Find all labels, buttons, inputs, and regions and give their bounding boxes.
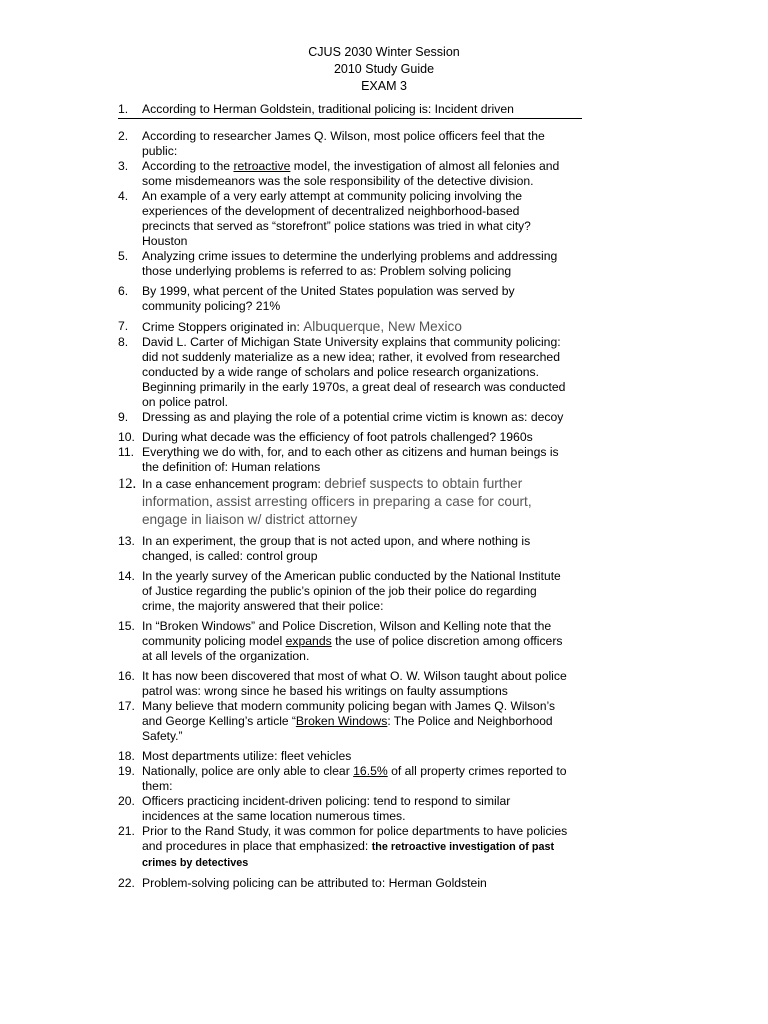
question-text: the use of police discretion among officers at all levels of the organization. [142, 634, 563, 663]
question-14 [118, 569, 568, 614]
question-number: 5. [118, 249, 129, 263]
underlined-term: Broken Windows [295, 714, 388, 728]
guide-title: 2010 Study Guide [333, 62, 435, 76]
question-number: 9. [118, 410, 129, 424]
question-11 [118, 445, 568, 475]
question-8 [118, 335, 568, 410]
question-number: 16. [118, 669, 135, 683]
exam-title: EXAM 3 [361, 79, 407, 93]
answer-text: assist arresting officers in preparing a case for court, engage in liaison w/ district attorney [142, 494, 532, 527]
question-22 [118, 876, 568, 891]
question-text: Most departments utilize: fleet vehicles [142, 749, 352, 763]
question-4 [118, 189, 568, 249]
underlined-term: 16.5% [353, 764, 388, 778]
question-18 [118, 749, 568, 764]
question-number: 7. [118, 319, 129, 333]
question-19 [118, 764, 568, 794]
question-text: By 1999, what percent of the United States population was served by community policing? 21% [142, 284, 515, 313]
question-text: Analyzing crime issues to determine the underlying problems and addressing those underlying problems is referred to as: Problem solving policing [142, 249, 558, 278]
answer-text: the retroactive investigation of past crimes by detectives [142, 841, 555, 869]
question-text: In a case enhancement program: [142, 477, 325, 491]
course-title: CJUS 2030 Winter Session [308, 45, 460, 59]
question-number: 19. [118, 764, 135, 778]
question-number: 15. [118, 619, 135, 633]
question-20 [118, 794, 568, 824]
question-text: Nationally, police are only able to clear [142, 764, 354, 778]
question-15 [118, 619, 568, 664]
question-9 [118, 410, 568, 425]
question-number: 17. [118, 699, 135, 713]
question-text: , [209, 495, 217, 509]
question-text: In the yearly survey of the American public conducted by the National [142, 569, 519, 583]
underlined-term: expands [285, 634, 332, 648]
question-21 [118, 824, 568, 871]
question-17 [118, 699, 568, 744]
question-number: 10. [118, 430, 135, 444]
question-text: of all property crimes reported to them: [142, 764, 567, 793]
question-text: In “Broken Windows” and Police Discretion, Wilson and Kelling note that the community policing model [142, 619, 552, 648]
question-12 [118, 475, 568, 529]
question-3 [118, 159, 568, 189]
question-text: Institute of Justice regarding the public’s opinion of the job their police do regarding crime, the majority answered that their police: [142, 569, 561, 613]
underlined-term: retroactive [233, 159, 291, 173]
question-text: precincts that served as “storefront” police stations was tried in what city? [142, 219, 531, 233]
answer-text: debrief suspects to obtain further information [142, 476, 523, 509]
question-number: 6. [118, 284, 129, 298]
question-text: Many believe that modern community policing began with James Q. [142, 699, 511, 713]
document-header [0, 44, 768, 95]
question-number: 22. [118, 876, 135, 890]
question-text: Wilson’s and George Kelling’s article “ [142, 699, 555, 728]
question-number: 3. [118, 159, 129, 173]
question-number: 20. [118, 794, 135, 808]
question-text: According to the [142, 159, 234, 173]
question-10 [118, 430, 568, 445]
question-number: 2. [118, 129, 129, 143]
question-number: 4. [118, 189, 129, 203]
question-text: Crime Stoppers originated in: [142, 320, 304, 334]
question-number: 18. [118, 749, 135, 763]
question-number: 1. [118, 102, 129, 116]
question-2 [118, 129, 568, 159]
question-7 [118, 319, 568, 335]
question-text: David L. Carter of Michigan State University explains that community policing: did not suddenly materialize as a new idea; rather, it evolved from researched conducted by a wide range of scholars and police research organizations. Beginning primarily in the early 1970s, a great deal of research was conducted on police patrol. [142, 335, 566, 409]
question-text: According to Herman Goldstein, traditional policing is: Incident driven [142, 102, 514, 116]
question-text: Everything we do with, for, and to each other as citizens and human beings is the definition of: Human relations [142, 445, 559, 474]
question-text: Problem-solving policing can be attributed to: Herman Goldstein [142, 876, 487, 890]
question-text: In an experiment, the group that is not acted upon, and where nothing is changed, is called: control group [142, 534, 531, 563]
question-text: According to researcher James Q. Wilson, most police officers feel that the public: [142, 129, 545, 158]
answer-text: Albuquerque, New Mexico [303, 319, 462, 334]
question-number: 11. [118, 445, 135, 459]
question-number: 21. [118, 824, 135, 838]
question-number: 8. [118, 335, 129, 349]
question-text: model, the investigation of almost all felonies and some misdemeanors was the sole responsibility of the detective division. [142, 159, 560, 188]
question-number: 12. [118, 476, 137, 492]
question-5 [118, 249, 568, 279]
question-number: 13. [118, 534, 135, 548]
question-text: : The Police and Neighborhood Safety.” [142, 714, 553, 743]
question-number: 14. [118, 569, 135, 583]
question-text: It has now been discovered that most of what O. W. Wilson taught about police patrol was: wrong since he based his writings on faulty assumptions [142, 669, 567, 698]
question-6 [118, 284, 568, 314]
question-text: Officers practicing incident-driven policing: tend to respond to similar incidences at the same location numerous times. [142, 794, 511, 823]
question-1 [118, 102, 582, 119]
question-text: During what decade was the efficiency of foot patrols challenged? 1960s [142, 430, 533, 444]
question-list [118, 102, 568, 896]
question-text: An example of a very early attempt at community policing involving the experiences of the development of decentralized neighborhood-based [142, 189, 523, 218]
answer-text: Houston [142, 234, 188, 248]
question-16 [118, 669, 568, 699]
question-13 [118, 534, 568, 564]
question-text: Dressing as and playing the role of a potential crime victim is known as: decoy [142, 410, 564, 424]
question-text: Prior to the Rand Study, it was common for police departments to have policies and procedures in place that emphasized: [142, 824, 568, 853]
